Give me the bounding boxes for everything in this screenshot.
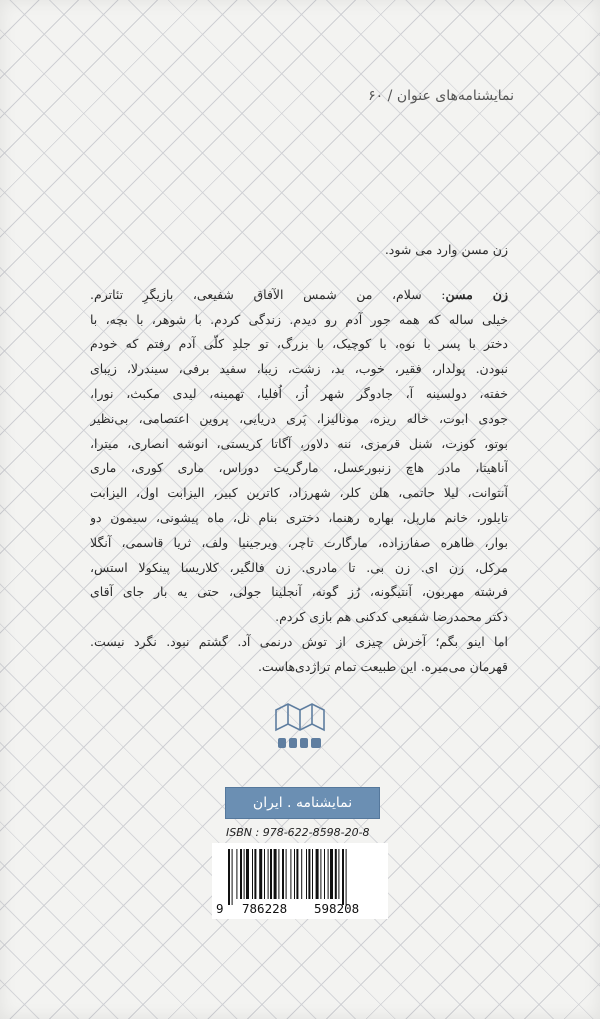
barcode-stripe [301, 849, 302, 899]
barcode-stripe [228, 849, 230, 905]
speech-line: آنتوانت، لیلا حاتمی، هلن کلر، شهرزاد، کاترین کبیر، الیزابت اول، الیزابت [90, 485, 508, 501]
speech-line: قهرمان می‌میره. این طبیعت تمام تراژدی‌هاست. [257, 658, 508, 674]
barcode-stripe [282, 849, 284, 899]
barcode-group-right: 598208 [314, 901, 360, 916]
series-label: نمایشنامه . ایران [225, 787, 380, 819]
barcode-stripe [342, 849, 344, 905]
barcode-stripe [324, 849, 325, 899]
barcode-stripe [259, 849, 262, 899]
barcode [212, 843, 388, 919]
isbn-label: ISBN : 978-622-8598-20-8 [226, 826, 370, 839]
barcode-stripe [328, 849, 329, 899]
speech-line: دکتر محمدرضا شفیعی کدکنی هم بازی کردم. [275, 609, 508, 625]
barcode-stripe [320, 849, 321, 899]
stage-direction: زن مسن وارد می شود. [384, 242, 508, 257]
barcode-stripe [286, 849, 287, 899]
barcode-bars [212, 843, 388, 919]
barcode-stripe [312, 849, 313, 899]
barcode-stripe [296, 849, 298, 899]
barcode-stripe [232, 849, 233, 905]
speech-line: مرکل، زن ای. زن بی. تا مادری. زن فالگیر، کلاریسا پینکولا استس، [90, 559, 508, 575]
barcode-stripe [330, 849, 333, 899]
speech-opening: : سلام، من شمس الآفاق شفیعی، بازیگرِ تئاترم. [90, 286, 446, 302]
publisher-logo-icon [268, 700, 332, 756]
barcode-stripe [264, 849, 265, 899]
speech-line: آناهیتا، مادر هاچ زنبورعسل، مارگریت دوراس، ماری کوری، ماری [90, 460, 508, 476]
barcode-stripe [270, 849, 272, 899]
barcode-stripe [290, 849, 291, 899]
barcode-stripe [278, 849, 279, 899]
speech-line: دختر با پسر با نوه، با کوچیک، با بزرگ، تو جلدِ کلّی آدم رفتم که خودم [90, 336, 508, 352]
barcode-stripe [268, 849, 269, 899]
barcode-stripe [338, 849, 339, 899]
barcode-stripe [294, 849, 295, 899]
speech-line: جودی ابوت، خاله ریزه، مونالیزا، پَری دریایی، پروین اعتصامی، بی‌نظیر [90, 410, 508, 426]
barcode-digit-first: 9 [216, 901, 224, 916]
barcode-stripe [335, 849, 337, 899]
speaker-name: زن مسن [445, 286, 508, 302]
barcode-stripe [246, 849, 249, 899]
barcode-group-left: 786228 [242, 901, 288, 916]
speech-line: بوار، طاهره صفارزاده، مارگارت تاچر، ویرجینیا ولف، ثریا قاسمی، آنگلا [90, 534, 508, 550]
speech-line: خفته، دولسینه آ، جادوگر شهر اُز، اُفلیا، تهمینه، لیدی مکبث، نورا، [90, 385, 508, 401]
speech-line: بوتو، کوزت، شنل قرمزی، ننه دلاور، آگاتا کریستی، انوشه انصاری، میترا، [90, 435, 508, 451]
barcode-stripe [240, 849, 242, 899]
running-head: نمایشنامه‌های عنوان / ۶۰ [368, 88, 514, 104]
barcode-stripe [274, 849, 277, 899]
barcode-stripe [346, 849, 347, 905]
speech-line: نبودن. پولدار، فقیر، خوب، بد، زشت، زیبا، سفید برفی، سیندرلا، زیبای [90, 361, 508, 377]
barcode-stripe [244, 849, 245, 899]
barcode-stripe [236, 849, 237, 899]
barcode-stripe [308, 849, 310, 899]
speech-line: فرشته مهربون، آنتیگونه، رُز گونه، آنجلینا جولی، حتی یه بار جای آقای [90, 584, 508, 600]
barcode-stripe [254, 849, 256, 899]
speech-line: اما اینو بگم؛ آخرش چیزی از توش درنمی آد. گشتم نبود. نگرد نیست. [90, 633, 508, 649]
speech-line: تایلور، خانم مارپل، بهاره رهنما، دختری بنام نل، ماه پیشونی، سیمون دو [90, 509, 508, 525]
speech-line: خیلی ساله که همه جور آدم رو دیدم. زندگی کردم. با شوهر، با بچه، با [90, 311, 508, 327]
barcode-stripe [316, 849, 319, 899]
barcode-stripe [306, 849, 307, 899]
speech-first-line [90, 283, 508, 308]
barcode-stripe [252, 849, 253, 899]
play-excerpt [90, 238, 508, 680]
